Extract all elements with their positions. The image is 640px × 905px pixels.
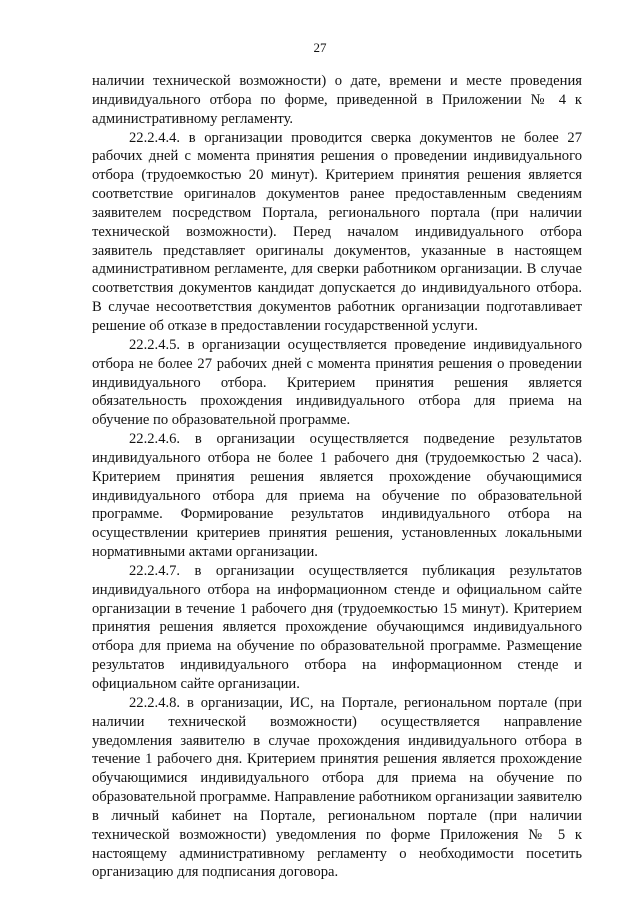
paragraph-22-2-4-6: 22.2.4.6. в организации осуществляется подведение результатов индивидуального отбора не более 1 рабочего дня (трудоемкостью 2 часа). Критерием принятия решения является прохождение обучающимися индивидуального отбора для приема на обучение по образовательной программе. Формирование результатов индивидуального отбора на осуществлении критериев принятия решения, установленных локальными нормативными актами организации. xyxy=(92,431,582,561)
paragraph-22-2-4-8: 22.2.4.8. в организации, ИС, на Портале, региональном портале (при наличии технической возможности) осуществляется направление уведомления заявителю в случае прохождения индивидуального отбора в течение 1 рабочего дня. Критерием принятия решения является прохождение обучающимися индивидуального отбора для приема на обучение по образовательной программе. Направление работником организации заявителю в личный кабинет на Портале, региональном портале (при наличии технической возможности) уведомления по форме Приложения № 5 к настоящему административному регламенту о необходимости посетить организацию для подписания договора. xyxy=(92,694,582,881)
paragraph-22-2-4-4: 22.2.4.4. в организации проводится сверка документов не более 27 рабочих дней с момента принятия решения о проведении индивидуального отбора (трудоемкостью 20 минут). Критерием принятия решения является соответствие оригиналов документов ранее предоставленным сведениям заявителем посредством Портала, регионального портала (при наличии технической возможности). Перед началом индивидуального отбора заявитель представляет оригиналы документов, указанные в настоящем административном регламенте, для сверки работником организации. В случае соответствия документов кандидат допускается до индивидуального отбора. В случае несоответствия документов работник организации подготавливает решение об отказе в предоставлении государственной услуги. xyxy=(92,129,582,334)
document-body xyxy=(92,72,582,882)
paragraph-22-2-4-7: 22.2.4.7. в организации осуществляется публикация результатов индивидуального отбора на информационном стенде и официальном сайте организации в течение 1 рабочего дня (трудоемкостью 15 минут). Критерием принятия решения является прохождение обучающимся индивидуального отбора для приема на обучение по образовательной программе. Размещение результатов индивидуального отбора на информационном стенде и официальном сайте организации. xyxy=(92,562,582,692)
page-number: 27 xyxy=(313,40,327,55)
paragraph-22-2-4-5: 22.2.4.5. в организации осуществляется проведение индивидуального отбора не более 27 рабочих дней с момента принятия решения о проведении индивидуального отбора. Критерием принятия решения является обязательность прохождения индивидуального отбора для приема на обучение по образовательной программе. xyxy=(92,336,582,429)
paragraph-continuation: наличии технической возможности) о дате, времени и месте проведения индивидуального отбора по форме, приведенной в Приложении № 4 к административному регламенту. xyxy=(92,73,582,127)
